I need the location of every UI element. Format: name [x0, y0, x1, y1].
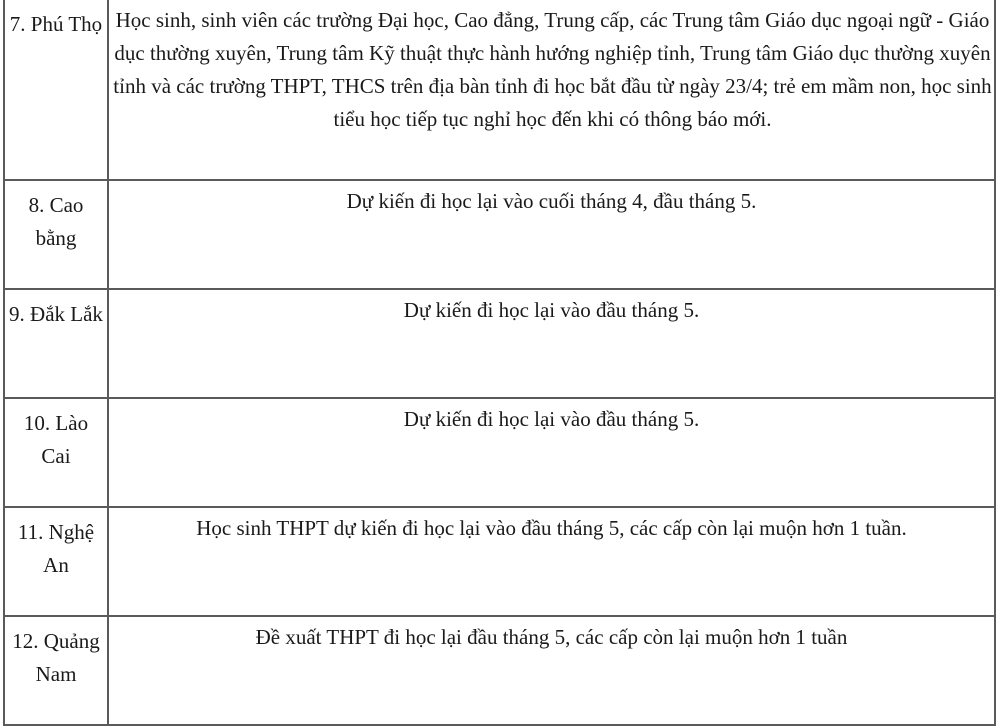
- info-cell: [108, 289, 995, 398]
- province-name: 7. Phú Thọ: [9, 12, 103, 36]
- province-name: 12. Quảng Nam: [12, 629, 100, 686]
- province-cell: [4, 180, 108, 289]
- info-cell: [108, 507, 995, 616]
- province-cell: [4, 398, 108, 507]
- table-row: [4, 289, 995, 398]
- table-row: [4, 616, 995, 725]
- table-row: [4, 507, 995, 616]
- table-row: [4, 398, 995, 507]
- info-cell: [108, 0, 995, 180]
- province-name: 10. Lào Cai: [23, 411, 89, 468]
- province-name: 8. Cao bằng: [28, 193, 84, 250]
- province-cell: [4, 0, 108, 180]
- reopening-info: Dự kiến đi học lại vào cuối tháng 4, đầu tháng 5.: [346, 189, 757, 213]
- table-row: [4, 180, 995, 289]
- table-row: [4, 0, 995, 180]
- reopening-info: Học sinh, sinh viên các trường Đại học, Cao đẳng, Trung cấp, các Trung tâm Giáo dục ngoại ngữ - Giáo dục thường xuyên, Trung tâm Kỹ thuật thực hành hướng nghiệp tỉnh, Trung tâm Giáo dục thường xuyên tỉnh và các trường THPT, THCS trên địa bàn tỉnh đi học bắt đầu từ ngày 23/4; trẻ em mầm non, học sinh tiểu học tiếp tục nghỉ học đến khi có thông báo mới.: [113, 8, 992, 131]
- province-cell: [4, 616, 108, 725]
- province-name: 9. Đắk Lắk: [9, 302, 103, 326]
- info-cell: [108, 180, 995, 289]
- info-cell: [108, 398, 995, 507]
- province-cell: [4, 289, 108, 398]
- province-name: 11. Nghệ An: [17, 520, 95, 577]
- reopening-info: Học sinh THPT dự kiến đi học lại vào đầu tháng 5, các cấp còn lại muộn hơn 1 tuần.: [196, 516, 907, 540]
- school-reopening-table: [3, 0, 996, 726]
- reopening-info: Dự kiến đi học lại vào đầu tháng 5.: [403, 298, 700, 322]
- reopening-info: Dự kiến đi học lại vào đầu tháng 5.: [403, 407, 700, 431]
- reopening-info: Đề xuất THPT đi học lại đầu tháng 5, các cấp còn lại muộn hơn 1 tuần: [255, 625, 848, 649]
- info-cell: [108, 616, 995, 725]
- province-cell: [4, 507, 108, 616]
